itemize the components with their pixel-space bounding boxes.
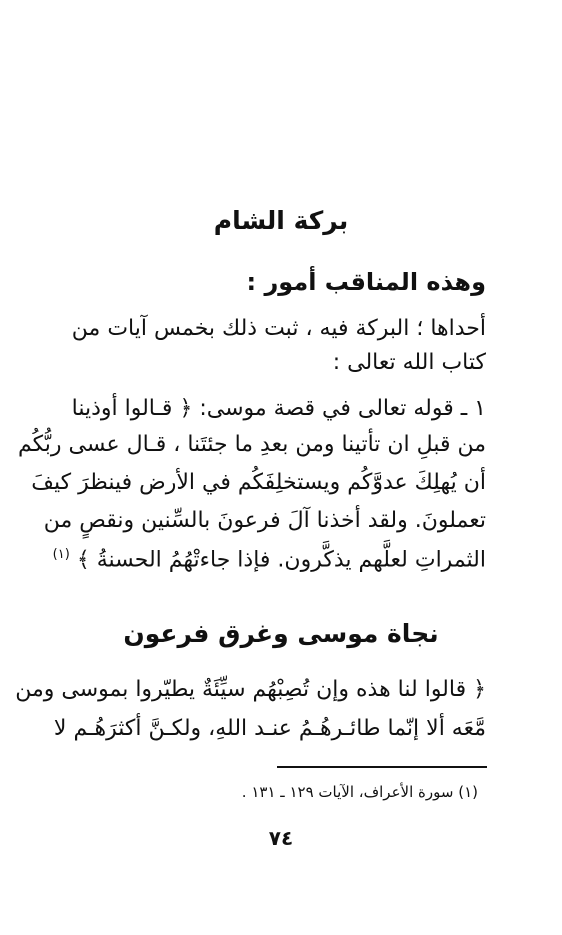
- text-line-2: كتاب الله تعالى :: [332, 350, 486, 375]
- footnote-text: (١) سورة الأعراف، الآيات ١٢٩ ـ ١٣١ .: [241, 783, 478, 801]
- subheading-virtues: وهذه المناقب أمور :: [246, 268, 486, 296]
- text-line-4: من قبلِ ان تأتينا ومن بعدِ ما جئتَنا ، قـال عسى ربُّكُم: [18, 432, 486, 457]
- page-number: ٧٤: [268, 826, 294, 850]
- footnote-divider: [277, 766, 487, 768]
- verse-text: الثمراتِ لعلَّهم يذكَّرون. فإذا جاءتْهُمُ الحسنةُ ﴾: [76, 547, 486, 573]
- text-line-3: ١ ـ قوله تعالى في قصة موسى: ﴿ قـالوا أوذينا: [71, 396, 486, 421]
- section-heading-blessing-of-sham: بركة الشام: [213, 206, 349, 235]
- text-line-9: مَّعَه ألا إنّما طائـرهُـمُ عنـد اللهِ، ولكـنَّ أكثرَهُـم لا: [53, 716, 486, 741]
- text-line-7: [52, 538, 486, 577]
- text-line-8: ﴿ قالوا لنا هذه وإن تُصِبْهُم سيِّئَةٌ يطيّروا بموسى ومن: [15, 677, 486, 702]
- footnote-reference: (١): [52, 547, 70, 562]
- text-line-5: أن يُهلِكَ عدوَّكُم ويستخلِفَكُم في الأرض فينظرَ كيفَ: [31, 470, 486, 495]
- section-heading-moses-pharaoh: نجاة موسى وغرق فرعون: [123, 619, 439, 648]
- text-line-1: أحداها ؛ البركة فيه ، ثبت ذلك بخمس آيات من: [71, 316, 486, 341]
- text-line-6: تعملونَ. ولقد أخذنا آلَ فرعونَ بالسِّنين ونقصٍ من: [43, 508, 486, 533]
